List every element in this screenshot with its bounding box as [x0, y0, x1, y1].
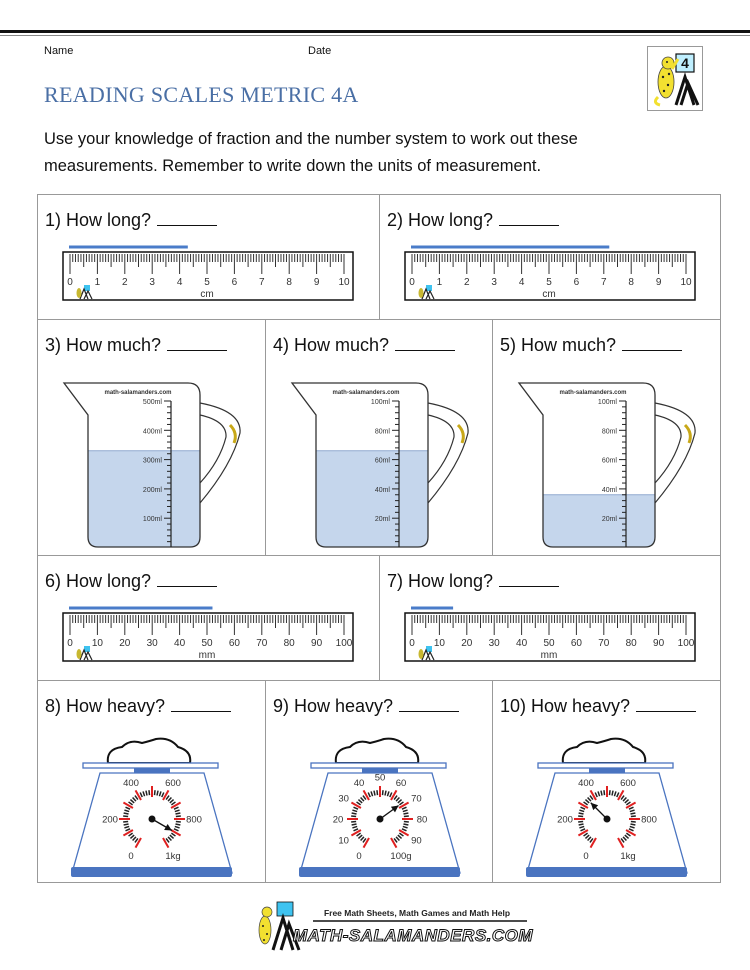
svg-text:40: 40	[516, 638, 528, 649]
answer-blank[interactable]	[399, 695, 459, 712]
question-9	[266, 681, 493, 882]
svg-text:70: 70	[256, 638, 268, 649]
svg-text:90: 90	[311, 638, 323, 649]
question-label: 7) How long?	[387, 570, 559, 592]
footer-brand: MATH-SALAMANDERS.COM	[292, 926, 534, 945]
svg-text:90: 90	[411, 835, 422, 847]
svg-text:50: 50	[543, 638, 555, 649]
svg-text:9: 9	[313, 277, 320, 288]
svg-text:1kg: 1kg	[620, 850, 636, 862]
question-label: 4) How much?	[273, 334, 455, 356]
svg-text:80: 80	[416, 814, 428, 826]
svg-text:70: 70	[411, 793, 422, 805]
svg-text:math-salamanders.com: math-salamanders.com	[104, 390, 172, 396]
question-2	[380, 195, 721, 320]
svg-text:2: 2	[122, 277, 128, 288]
svg-text:3: 3	[149, 277, 155, 288]
svg-text:math-salamanders.com: math-salamanders.com	[559, 390, 627, 396]
svg-text:400: 400	[578, 778, 594, 790]
date-label: Date	[308, 45, 332, 57]
question-4	[266, 320, 493, 556]
svg-text:100g: 100g	[390, 850, 412, 862]
answer-blank[interactable]	[171, 695, 231, 712]
liquid	[88, 451, 200, 547]
svg-text:300ml: 300ml	[142, 457, 162, 465]
svg-text:100: 100	[335, 638, 353, 649]
question-grid	[37, 194, 721, 883]
top-rule-thick	[0, 30, 750, 33]
svg-text:10: 10	[680, 277, 692, 288]
svg-text:5: 5	[204, 277, 210, 288]
svg-text:100: 100	[677, 638, 695, 649]
liquid	[543, 495, 655, 547]
svg-text:80ml: 80ml	[374, 428, 390, 436]
svg-text:70: 70	[598, 638, 610, 649]
svg-text:7: 7	[259, 277, 265, 288]
grade-number: 4	[681, 55, 689, 71]
question-label: 6) How long?	[45, 570, 217, 592]
cm-ruler	[62, 245, 358, 305]
answer-blank[interactable]	[167, 334, 227, 351]
question-10	[493, 681, 721, 882]
question-label: 1) How long?	[45, 209, 217, 231]
svg-text:1: 1	[436, 277, 443, 288]
svg-text:10: 10	[91, 638, 103, 649]
svg-text:10: 10	[338, 835, 349, 847]
svg-text:400: 400	[123, 778, 139, 790]
svg-text:600: 600	[620, 778, 636, 790]
svg-text:400ml: 400ml	[142, 428, 162, 436]
svg-text:100ml: 100ml	[370, 399, 390, 406]
weighing-scale	[493, 729, 721, 879]
svg-text:mm: mm	[540, 650, 558, 661]
question-6	[38, 556, 380, 681]
question-1	[38, 195, 380, 320]
svg-text:4: 4	[518, 277, 525, 288]
answer-blank[interactable]	[157, 209, 217, 226]
svg-text:60ml: 60ml	[374, 457, 390, 465]
svg-text:9: 9	[655, 277, 662, 288]
name-label: Name	[44, 45, 74, 57]
question-7	[380, 556, 721, 681]
svg-text:600: 600	[165, 778, 181, 790]
svg-text:4: 4	[176, 277, 183, 288]
question-8	[38, 681, 266, 882]
svg-text:cm: cm	[542, 289, 556, 300]
weighing-scale	[38, 729, 266, 879]
cm-ruler	[404, 245, 700, 305]
svg-text:10: 10	[433, 638, 445, 649]
svg-text:800: 800	[641, 814, 657, 826]
svg-text:60: 60	[395, 778, 407, 790]
svg-text:60: 60	[570, 638, 582, 649]
question-label: 5) How much?	[500, 334, 682, 356]
svg-text:cm: cm	[200, 289, 214, 300]
question-3	[38, 320, 266, 556]
footer-logo	[255, 898, 535, 958]
svg-text:80ml: 80ml	[601, 428, 617, 436]
svg-text:40ml: 40ml	[374, 486, 390, 494]
svg-text:20: 20	[119, 638, 131, 649]
page-title: READING SCALES METRIC 4A	[44, 82, 359, 107]
svg-text:90: 90	[653, 638, 665, 649]
grade-logo	[647, 46, 703, 111]
svg-text:100ml: 100ml	[597, 399, 617, 406]
svg-text:50: 50	[201, 638, 213, 649]
svg-text:200: 200	[557, 814, 573, 826]
measuring-jug	[290, 375, 480, 555]
svg-text:20: 20	[461, 638, 473, 649]
svg-text:20ml: 20ml	[601, 516, 617, 524]
question-label: 8) How heavy?	[45, 695, 231, 717]
answer-blank[interactable]	[157, 570, 217, 587]
question-label: 9) How heavy?	[273, 695, 459, 717]
answer-blank[interactable]	[499, 209, 559, 226]
svg-text:80: 80	[625, 638, 637, 649]
question-label: 2) How long?	[387, 209, 559, 231]
mm-ruler	[404, 606, 700, 666]
svg-text:40: 40	[353, 778, 365, 790]
svg-text:40: 40	[174, 638, 186, 649]
svg-text:800: 800	[186, 814, 202, 826]
answer-blank[interactable]	[622, 334, 682, 351]
measuring-jug	[62, 375, 252, 555]
weighing-scale	[266, 729, 493, 879]
svg-text:30: 30	[488, 638, 500, 649]
svg-text:500ml: 500ml	[142, 399, 162, 406]
answer-blank[interactable]	[395, 334, 455, 351]
svg-text:math-salamanders.com: math-salamanders.com	[332, 390, 400, 396]
svg-text:0: 0	[356, 850, 362, 862]
svg-text:3: 3	[491, 277, 497, 288]
svg-text:0: 0	[67, 277, 73, 288]
svg-text:1kg: 1kg	[165, 850, 181, 862]
svg-text:8: 8	[628, 277, 634, 288]
svg-text:6: 6	[573, 277, 580, 288]
svg-text:0: 0	[409, 277, 415, 288]
svg-text:200: 200	[102, 814, 118, 826]
svg-text:60: 60	[228, 638, 240, 649]
svg-text:1: 1	[94, 277, 101, 288]
liquid	[316, 451, 428, 547]
svg-text:7: 7	[601, 277, 607, 288]
svg-text:50: 50	[374, 772, 386, 784]
svg-text:60ml: 60ml	[601, 457, 617, 465]
answer-blank[interactable]	[499, 570, 559, 587]
svg-text:20: 20	[332, 814, 344, 826]
svg-text:20ml: 20ml	[374, 516, 390, 524]
answer-blank[interactable]	[636, 695, 696, 712]
svg-text:8: 8	[286, 277, 292, 288]
salamander-icon	[458, 425, 463, 443]
salamander-icon	[230, 425, 235, 443]
svg-text:6: 6	[231, 277, 238, 288]
svg-text:30: 30	[146, 638, 158, 649]
svg-text:0: 0	[128, 850, 134, 862]
measuring-jug	[517, 375, 707, 555]
svg-text:80: 80	[283, 638, 295, 649]
svg-text:10: 10	[338, 277, 350, 288]
svg-text:30: 30	[338, 793, 349, 805]
svg-text:0: 0	[409, 638, 415, 649]
math-salamanders-logo-icon	[255, 898, 535, 958]
question-label: 3) How much?	[45, 334, 227, 356]
footer-tagline: Free Math Sheets, Math Games and Math Help	[323, 908, 511, 918]
top-rule-thin	[0, 35, 750, 36]
mm-ruler	[62, 606, 358, 666]
svg-text:100ml: 100ml	[142, 516, 162, 524]
svg-text:0: 0	[583, 850, 589, 862]
salamander-icon	[685, 425, 690, 443]
svg-text:5: 5	[546, 277, 552, 288]
svg-text:40ml: 40ml	[601, 486, 617, 494]
salamander-easel-icon	[648, 47, 702, 110]
question-5	[493, 320, 721, 556]
svg-text:2: 2	[464, 277, 470, 288]
svg-text:200ml: 200ml	[142, 486, 162, 494]
svg-text:mm: mm	[198, 650, 216, 661]
svg-text:0: 0	[67, 638, 73, 649]
question-label: 10) How heavy?	[500, 695, 696, 717]
instructions: Use your knowledge of fraction and the number system to work out these measurements. Remember to write down the units of measurement.	[44, 130, 578, 175]
